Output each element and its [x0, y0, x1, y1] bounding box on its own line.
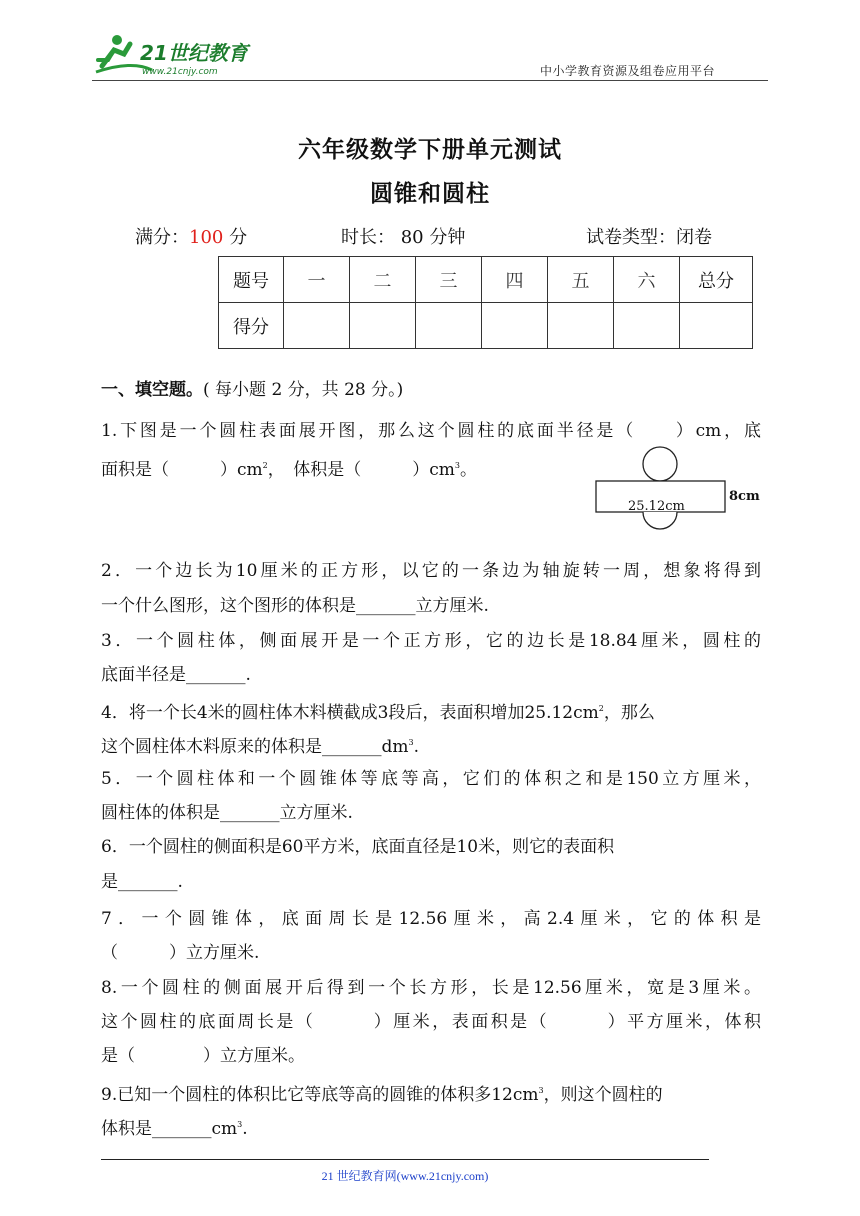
score-table-score-row: [219, 303, 753, 349]
logo-url: www.21cnjy.com: [142, 67, 218, 77]
question-9-line-2: [101, 1115, 248, 1139]
score-cell[interactable]: [548, 303, 614, 349]
page-subtitle: 圆锥和圆柱: [370, 181, 490, 207]
question-5-line-1: 5．一个圆柱体和一个圆锥体等底等高，它们的体积之和是150立方厘米，: [101, 769, 761, 789]
bottom-circle: [643, 512, 677, 529]
question-8-line-3: 是（ ）立方厘米。: [101, 1046, 305, 1066]
q4-text-end: ，那么: [603, 703, 655, 723]
superscript: 3: [237, 1120, 243, 1129]
question-1-line-1: 1.下图是一个圆柱表面展开图，那么这个圆柱的底面半径是（ ）cm，底: [101, 421, 761, 441]
question-4-line-2: [101, 733, 419, 757]
section-note: ( 每小题 2 分，共 28 分。): [203, 380, 404, 400]
header-cell: 三: [416, 257, 482, 303]
logo-text: 21世纪教育: [140, 41, 248, 65]
q9-text: 9.已知一个圆柱的体积比它等底等高的圆锥的体积多12cm: [101, 1085, 539, 1105]
header-cell: 四: [482, 257, 548, 303]
question-4-line-1: [101, 699, 655, 723]
score-cell[interactable]: [614, 303, 680, 349]
q9-text-end: ，则这个圆柱的: [543, 1085, 663, 1105]
superscript: 3: [538, 1086, 544, 1095]
question-6-line-2: 是_______.: [101, 872, 183, 892]
question-1-line-2: [101, 456, 477, 480]
footer-divider: [101, 1159, 709, 1160]
q4-volume-end: .: [413, 737, 420, 757]
question-3-line-1: 3．一个圆柱体，侧面展开是一个正方形，它的边长是18.84厘米，圆柱的: [101, 631, 761, 651]
q9-volume-text: 体积是_______cm: [101, 1119, 238, 1139]
header-cell: 二: [350, 257, 416, 303]
score-table-header-row: [219, 257, 753, 303]
q1-volume-text: ， 体积是（ ）cm: [267, 460, 455, 480]
full-score-value: 100: [189, 227, 224, 248]
score-row-label: 得分: [219, 303, 284, 349]
question-8-line-2: 这个圆柱的底面周长是（ ）厘米，表面积是（ ）平方厘米，体积: [101, 1012, 761, 1032]
superscript: 2: [598, 704, 604, 713]
full-score-unit: 分: [229, 227, 248, 248]
score-cell[interactable]: [350, 303, 416, 349]
superscript: 2: [262, 461, 268, 470]
question-8-line-1: 8.一个圆柱的侧面展开后得到一个长方形，长是12.56厘米，宽是3厘米。: [101, 978, 761, 998]
duration: 时长： 80 分钟: [341, 227, 466, 248]
question-9-line-1: [101, 1081, 663, 1105]
header-cell: 一: [284, 257, 350, 303]
page-title: 六年级数学下册单元测试: [298, 137, 562, 163]
full-score-label: 满分：: [135, 227, 189, 248]
score-table: [218, 256, 753, 349]
full-score: [135, 223, 247, 249]
question-6-line-1: 6．一个圆柱的侧面积是60平方米，底面直径是10米，则它的表面积: [101, 837, 615, 857]
superscript: 3: [454, 461, 460, 470]
platform-name: 中小学教育资源及组卷应用平台: [540, 64, 716, 78]
header-cell: 总分: [680, 257, 753, 303]
cylinder-net-diagram: [590, 445, 770, 545]
height-label: 8cm: [729, 489, 760, 504]
q1-end-text: 。: [460, 460, 477, 480]
length-label: 25.12cm: [628, 499, 685, 514]
question-2-line-2: 一个什么图形，这个图形的体积是_______立方厘米.: [101, 596, 489, 616]
footer-link[interactable]: 21 世纪教育网(www.21cnjy.com): [321, 1169, 489, 1183]
score-cell[interactable]: [482, 303, 548, 349]
exam-type: 试卷类型：闭卷: [586, 227, 712, 248]
section-heading: [101, 380, 403, 400]
question-2-line-1: 2．一个边长为10厘米的正方形，以它的一条边为轴旋转一周，想象将得到: [101, 561, 761, 581]
header-cell: 六: [614, 257, 680, 303]
logo: [92, 30, 267, 80]
question-3-line-2: 底面半径是_______.: [101, 665, 251, 685]
score-cell[interactable]: [680, 303, 753, 349]
header-divider: [92, 80, 768, 81]
q4-text: 4．将一个长4米的圆柱体木料横截成3段后，表面积增加25.12cm: [101, 703, 599, 723]
top-circle: [643, 447, 677, 481]
header-cell: 五: [548, 257, 614, 303]
q4-volume-text: 这个圆柱体木料原来的体积是_______dm: [101, 737, 409, 757]
superscript: 3: [408, 738, 414, 747]
question-5-line-2: 圆柱体的体积是_______立方厘米.: [101, 803, 353, 823]
q1-area-text: 面积是（ ）cm: [101, 460, 263, 480]
score-cell[interactable]: [416, 303, 482, 349]
q9-volume-end: .: [242, 1119, 248, 1139]
section-name: 一、填空题。: [101, 380, 203, 400]
question-7-line-1: 7．一个圆锥体，底面周长是12.56厘米，高2.4厘米，它的体积是: [101, 909, 761, 929]
score-cell[interactable]: [284, 303, 350, 349]
question-7-line-2: （ ）立方厘米.: [101, 943, 260, 963]
header-cell: 题号: [219, 257, 284, 303]
